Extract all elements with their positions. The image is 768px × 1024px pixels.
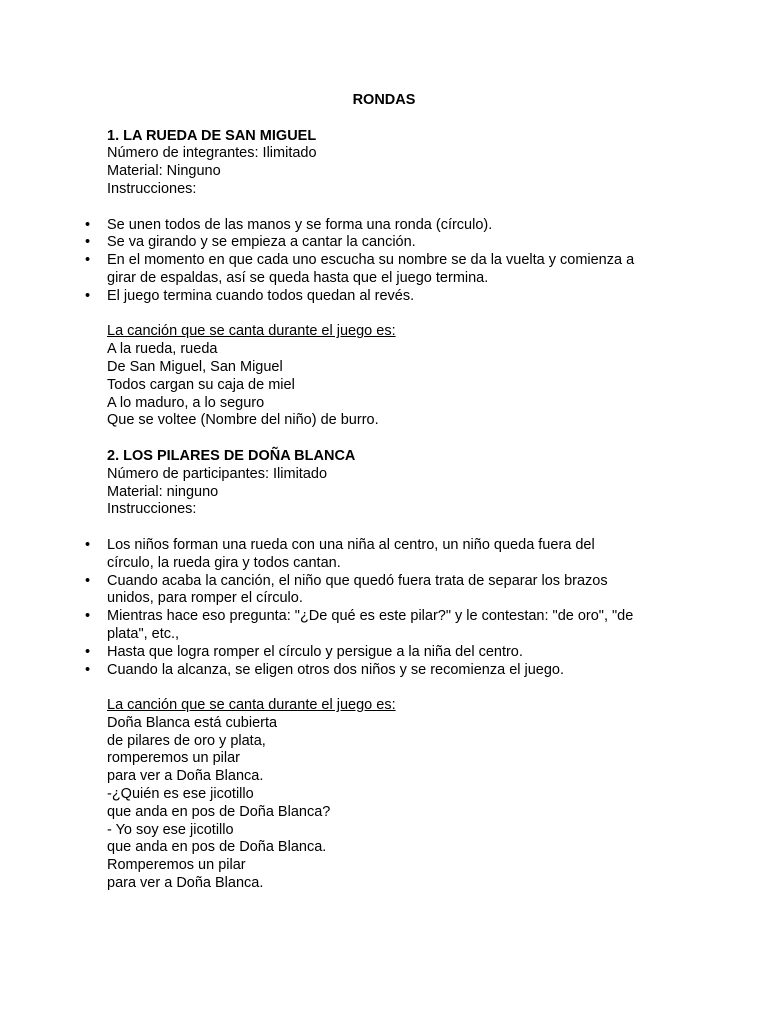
bullet-icon: • xyxy=(85,216,91,233)
song-lyrics xyxy=(107,341,667,430)
document-title: RONDAS xyxy=(352,92,416,108)
song-line: A la rueda, rueda xyxy=(107,341,218,358)
spacer xyxy=(107,430,667,448)
info-line-instructions: Instrucciones: xyxy=(107,180,197,197)
spacer xyxy=(107,519,667,537)
list-item-text: Los niños forman una rueda con una niña al centro, un niño queda fuera del xyxy=(107,536,595,553)
song-line: para ver a Doña Blanca. xyxy=(107,768,264,785)
song-line: -¿Quién es ese jicotillo xyxy=(107,786,254,803)
list-item-text: El juego termina cuando todos quedan al revés. xyxy=(107,287,415,304)
list-item-text-continued: unidos, para romper el círculo. xyxy=(107,590,303,607)
song-line: Todos cargan su caja de miel xyxy=(107,376,295,393)
song-intro: La canción que se canta durante el juego es: xyxy=(107,323,396,340)
spacer xyxy=(107,110,667,128)
song-lyrics xyxy=(107,715,667,893)
section-rueda-san-miguel xyxy=(85,127,667,431)
bullet-icon: • xyxy=(85,287,91,304)
song-line: A lo maduro, a lo seguro xyxy=(107,394,265,411)
section-heading: 2. LOS PILARES DE DOÑA BLANCA xyxy=(107,447,356,464)
song-intro: La canción que se canta durante el juego es: xyxy=(107,697,396,714)
list-item xyxy=(85,643,667,662)
song-line: - Yo soy ese jicotillo xyxy=(107,821,234,838)
spacer xyxy=(107,306,667,324)
song-line: De San Miguel, San Miguel xyxy=(107,358,283,375)
song-line: romperemos un pilar xyxy=(107,750,240,767)
song-line: que anda en pos de Doña Blanca. xyxy=(107,839,327,856)
list-item-text-continued: plata", etc., xyxy=(107,625,180,642)
song-line: para ver a Doña Blanca. xyxy=(107,875,264,892)
list-item xyxy=(85,572,667,609)
instructions-list xyxy=(85,216,667,306)
spacer xyxy=(107,679,667,697)
section-heading: 1. LA RUEDA DE SAN MIGUEL xyxy=(107,127,317,144)
list-item-text: Cuando acaba la canción, el niño que quedó fuera trata de separar los brazos xyxy=(107,572,608,589)
list-item-text: En el momento en que cada uno escucha su nombre se da la vuelta y comienza a xyxy=(107,252,635,269)
song-line: Que se voltee (Nombre del niño) de burro. xyxy=(107,412,379,429)
instructions-list xyxy=(85,536,667,679)
list-item xyxy=(85,608,667,644)
song-line: que anda en pos de Doña Blanca? xyxy=(107,803,331,820)
list-item-text: Cuando la alcanza, se eligen otros dos niños y se recomienza el juego. xyxy=(107,661,565,678)
list-item xyxy=(85,287,667,306)
bullet-icon: • xyxy=(85,608,91,625)
document-content xyxy=(85,92,667,893)
song-line: Doña Blanca está cubierta xyxy=(107,714,278,731)
info-line-participants: Número de integrantes: Ilimitado xyxy=(107,145,317,162)
section-pilares-dona-blanca xyxy=(85,447,667,893)
list-item-text-continued: círculo, la rueda gira y todos cantan. xyxy=(107,554,341,571)
list-item-text-continued: girar de espaldas, así se queda hasta que el juego termina. xyxy=(107,269,489,286)
list-item xyxy=(85,216,667,235)
list-item-text: Hasta que logra romper el círculo y persigue a la niña del centro. xyxy=(107,643,523,660)
list-item xyxy=(85,536,667,573)
bullet-icon: • xyxy=(85,572,91,589)
song-line: de pilares de oro y plata, xyxy=(107,732,266,749)
spacer xyxy=(107,199,667,217)
bullet-icon: • xyxy=(85,234,91,251)
bullet-icon: • xyxy=(85,536,91,553)
song-line: Romperemos un pilar xyxy=(107,857,246,874)
info-line-participants: Número de participantes: Ilimitado xyxy=(107,465,328,482)
list-item-text: Se unen todos de las manos y se forma una ronda (círculo). xyxy=(107,216,493,233)
info-line-instructions: Instrucciones: xyxy=(107,501,197,518)
list-item-text: Mientras hace eso pregunta: "¿De qué es este pilar?" y le contestan: "de oro", "de xyxy=(107,608,634,625)
info-line-material: Material: ninguno xyxy=(107,483,219,500)
list-item xyxy=(85,234,667,252)
list-item-text: Se va girando y se empieza a cantar la canción. xyxy=(107,234,416,251)
info-line-material: Material: Ninguno xyxy=(107,163,221,180)
list-item xyxy=(85,252,667,288)
bullet-icon: • xyxy=(85,661,91,678)
list-item xyxy=(85,661,667,680)
bullet-icon: • xyxy=(85,643,91,660)
bullet-icon: • xyxy=(85,252,91,269)
